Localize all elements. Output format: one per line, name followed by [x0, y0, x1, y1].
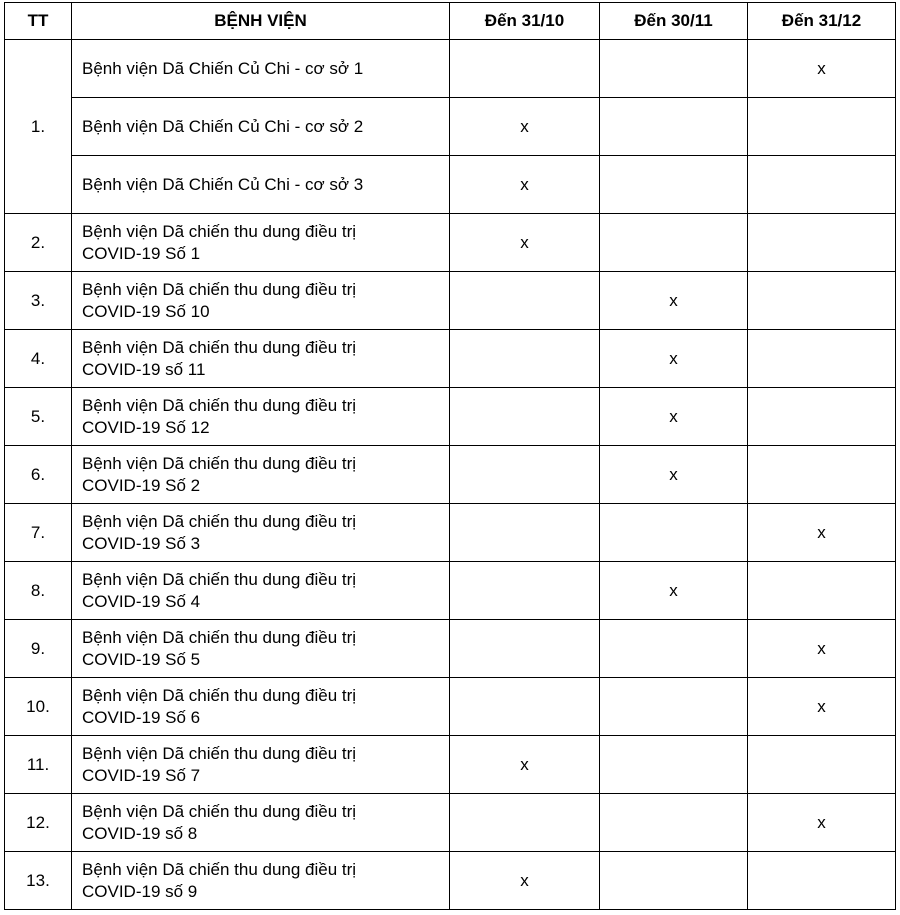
mark-by-31-10 [450, 794, 600, 852]
hospital-name [72, 40, 450, 98]
mark-by-31-10 [450, 504, 600, 562]
mark-by-31-10: x [450, 214, 600, 272]
hospital-name-line1: Bệnh viện Dã chiến thu dung điều trị [82, 743, 357, 763]
table-row [5, 794, 896, 852]
mark-by-31-10 [450, 40, 600, 98]
hospital-name-line1: Bệnh viện Dã chiến thu dung điều trị [82, 685, 357, 705]
hospital-name-line1: Bệnh viện Dã chiến thu dung điều trị [82, 859, 357, 879]
hospital-name [72, 562, 450, 620]
row-number: 11. [5, 736, 72, 794]
mark-by-31-12 [748, 388, 896, 446]
table-row [5, 562, 896, 620]
header-by-30-11: Đến 30/11 [600, 3, 748, 40]
row-number: 13. [5, 852, 72, 910]
mark-by-31-12: x [748, 794, 896, 852]
table-row [5, 214, 896, 272]
mark-by-30-11 [600, 852, 748, 910]
hospital-name-line1: Bệnh viện Dã chiến thu dung điều trị [82, 221, 357, 241]
mark-by-31-10 [450, 330, 600, 388]
hospital-name-line1: Bệnh viện Dã chiến thu dung điều trị [82, 801, 357, 821]
row-number: 12. [5, 794, 72, 852]
header-by-31-12: Đến 31/12 [748, 3, 896, 40]
table-row [5, 98, 896, 156]
table-row [5, 388, 896, 446]
mark-by-31-12: x [748, 40, 896, 98]
hospital-name [72, 852, 450, 910]
table-row [5, 678, 896, 736]
table-row [5, 620, 896, 678]
mark-by-31-10 [450, 446, 600, 504]
mark-by-30-11: x [600, 330, 748, 388]
hospital-name-line2: COVID-19 Số 5 [82, 649, 201, 669]
mark-by-30-11: x [600, 272, 748, 330]
mark-by-30-11 [600, 156, 748, 214]
hospital-name-line1: Bệnh viện Dã chiến thu dung điều trị [82, 279, 357, 299]
mark-by-31-12 [748, 272, 896, 330]
header-hospital: BỆNH VIỆN [72, 3, 450, 40]
hospital-name-line1: Bệnh viện Dã chiến thu dung điều trị [82, 627, 357, 647]
hospital-name-line1: Bệnh viện Dã Chiến Củ Chi - cơ sở 3 [82, 174, 364, 194]
hospital-name-line2: COVID-19 Số 10 [82, 301, 210, 321]
header-row [5, 3, 896, 40]
hospital-name-line1: Bệnh viện Dã chiến thu dung điều trị [82, 511, 357, 531]
mark-by-31-10 [450, 272, 600, 330]
table-row [5, 156, 896, 214]
mark-by-31-12: x [748, 504, 896, 562]
hospital-name-line1: Bệnh viện Dã chiến thu dung điều trị [82, 395, 357, 415]
mark-by-31-10: x [450, 156, 600, 214]
hospital-name-line2: COVID-19 Số 4 [82, 591, 201, 611]
mark-by-31-12 [748, 330, 896, 388]
mark-by-31-10: x [450, 736, 600, 794]
hospital-name-line2: COVID-19 Số 2 [82, 475, 201, 495]
table-row [5, 504, 896, 562]
mark-by-30-11 [600, 794, 748, 852]
mark-by-31-12: x [748, 678, 896, 736]
hospital-name-line2: COVID-19 Số 3 [82, 533, 201, 553]
hospital-name [72, 620, 450, 678]
mark-by-31-12 [748, 446, 896, 504]
mark-by-31-12: x [748, 620, 896, 678]
mark-by-31-12 [748, 156, 896, 214]
mark-by-30-11 [600, 214, 748, 272]
mark-by-30-11: x [600, 388, 748, 446]
hospital-name [72, 272, 450, 330]
mark-by-30-11 [600, 98, 748, 156]
hospital-name [72, 98, 450, 156]
mark-by-31-10: x [450, 852, 600, 910]
row-number: 7. [5, 504, 72, 562]
hospital-name [72, 156, 450, 214]
hospital-name [72, 678, 450, 736]
mark-by-31-12 [748, 736, 896, 794]
hospital-name [72, 214, 450, 272]
hospital-name [72, 794, 450, 852]
hospital-name [72, 736, 450, 794]
row-number: 6. [5, 446, 72, 504]
table-row [5, 272, 896, 330]
mark-by-30-11 [600, 736, 748, 794]
table-row [5, 736, 896, 794]
mark-by-30-11: x [600, 562, 748, 620]
hospital-name-line2: COVID-19 Số 7 [82, 765, 201, 785]
hospital-schedule-table [4, 2, 896, 910]
hospital-name-line2: COVID-19 số 8 [82, 823, 198, 843]
mark-by-31-12 [748, 852, 896, 910]
row-number: 9. [5, 620, 72, 678]
mark-by-31-12 [748, 98, 896, 156]
mark-by-31-10: x [450, 98, 600, 156]
mark-by-31-10 [450, 678, 600, 736]
hospital-name-line2: COVID-19 Số 1 [82, 243, 201, 263]
row-number: 10. [5, 678, 72, 736]
hospital-name [72, 504, 450, 562]
row-number: 3. [5, 272, 72, 330]
hospital-name-line1: Bệnh viện Dã Chiến Củ Chi - cơ sở 1 [82, 58, 364, 78]
mark-by-31-10 [450, 562, 600, 620]
hospital-name-line1: Bệnh viện Dã chiến thu dung điều trị [82, 453, 357, 473]
mark-by-31-12 [748, 562, 896, 620]
mark-by-30-11 [600, 40, 748, 98]
hospital-name-line1: Bệnh viện Dã chiến thu dung điều trị [82, 569, 357, 589]
mark-by-31-10 [450, 388, 600, 446]
row-number: 1. [5, 40, 72, 214]
mark-by-31-12 [748, 214, 896, 272]
header-by-31-10: Đến 31/10 [450, 3, 600, 40]
table-row [5, 40, 896, 98]
hospital-name-line1: Bệnh viện Dã Chiến Củ Chi - cơ sở 2 [82, 116, 364, 136]
mark-by-30-11 [600, 504, 748, 562]
table-row [5, 852, 896, 910]
hospital-name [72, 330, 450, 388]
hospital-name-line2: COVID-19 số 11 [82, 359, 206, 379]
table-row [5, 446, 896, 504]
hospital-name-line2: COVID-19 Số 12 [82, 417, 210, 437]
hospital-name-line2: COVID-19 Số 6 [82, 707, 201, 727]
table-row [5, 330, 896, 388]
mark-by-30-11 [600, 678, 748, 736]
row-number: 4. [5, 330, 72, 388]
hospital-name [72, 446, 450, 504]
row-number: 2. [5, 214, 72, 272]
hospital-name-line2: COVID-19 số 9 [82, 881, 198, 901]
mark-by-31-10 [450, 620, 600, 678]
mark-by-30-11 [600, 620, 748, 678]
row-number: 5. [5, 388, 72, 446]
hospital-name-line1: Bệnh viện Dã chiến thu dung điều trị [82, 337, 357, 357]
header-tt: TT [5, 3, 72, 40]
hospital-name [72, 388, 450, 446]
mark-by-30-11: x [600, 446, 748, 504]
row-number: 8. [5, 562, 72, 620]
